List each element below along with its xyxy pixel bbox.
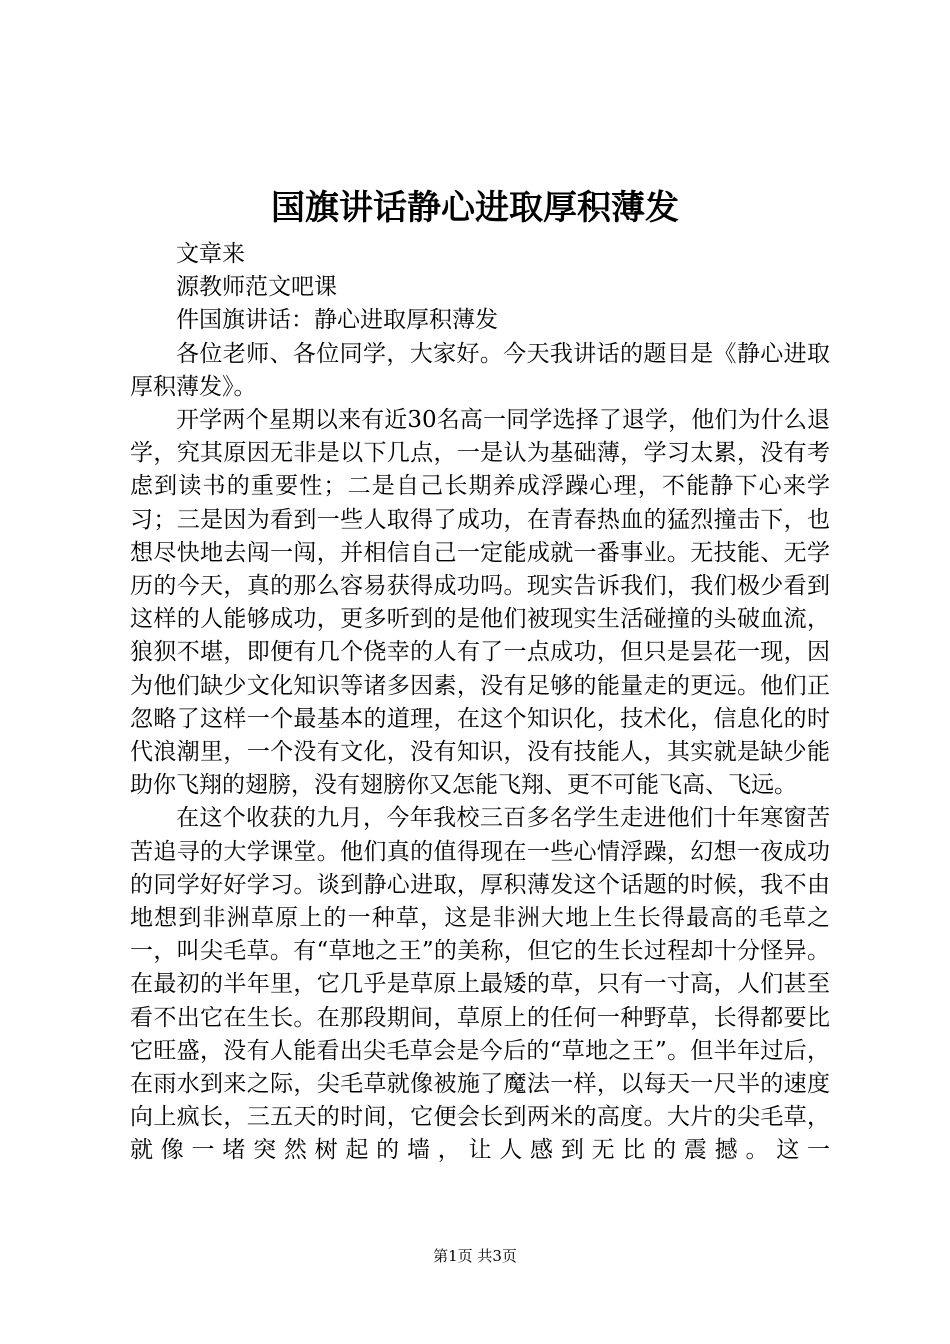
body-paragraph: 文章来: [176, 241, 245, 267]
body-paragraph: 各位老师、各位同学，大家好。今天我讲话的题目是《静心进取厚积薄发》。: [130, 340, 830, 400]
body-paragraph: 在这个收获的九月，今年我校三百多名学生走进他们十年寒窗苦苦追寻的大学课堂。他们真的值得现在一些心情浮躁，幻想一夜成功的同学好好学习。谈到静心进取，厚积薄发这个话题的时候，我不由地想到非洲草原上的一种草，这是非洲大地上生长得最高的毛草之一，叫尖毛草。有“草地之王”的美称，但它的生长过程却十分怪异。在最初的半年里，它几乎是草原上最矮的草，只有一寸高，人们甚至看不出它在生长。在那段期间，草原上的任何一种野草，长得都要比它旺盛，没有人能看出尖毛草会是今后的“草地之王”。但半年过后，在雨水到来之际，尖毛草就像被施了魔法一样，以每天一尺半的速度向上疯长，三五天的时间，它便会长到两米的高度。大片的尖毛草，就像一堵突然树起的墙，让人感到无比的震撼。这一: [130, 805, 830, 1164]
page-footer: 第1页 共3页: [433, 1247, 517, 1265]
document-title: 国旗讲话静心进取厚积薄发: [271, 188, 679, 228]
body-paragraph: 源教师范文吧课: [176, 274, 337, 301]
document-body: [130, 238, 830, 1168]
body-paragraph: 开学两个星期以来有近30名高一同学选择了退学，他们为什么退学，究其原因无非是以下几点，一是认为基础薄，学习太累，没有考虑到读书的重要性；二是自己长期养成浮躁心理，不能静下心来学习；三是因为看到一些人取得了成功，在青春热血的猛烈撞击下，也想尽快地去闯一闯，并相信自己一定能成就一番事业。无技能、无学历的今天，真的那么容易获得成功吗。现实告诉我们，我们极少看到这样的人能够成功，更多听到的是他们被现实生活碰撞的头破血流，狼狈不堪，即便有几个侥幸的人有了一点成功，但只是昙花一现，因为他们缺少文化知识等诸多因素，没有足够的能量走的更远。他们正忽略了这样一个最基本的道理，在这个知识化，技术化，信息化的时代浪潮里，一个没有文化，没有知识，没有技能人，其实就是缺少能助你飞翔的翅膀，没有翅膀你又怎能飞翔、更不可能飞高、飞远。: [130, 407, 830, 799]
body-paragraph: 件国旗讲话：静心进取厚积薄发: [176, 307, 498, 334]
